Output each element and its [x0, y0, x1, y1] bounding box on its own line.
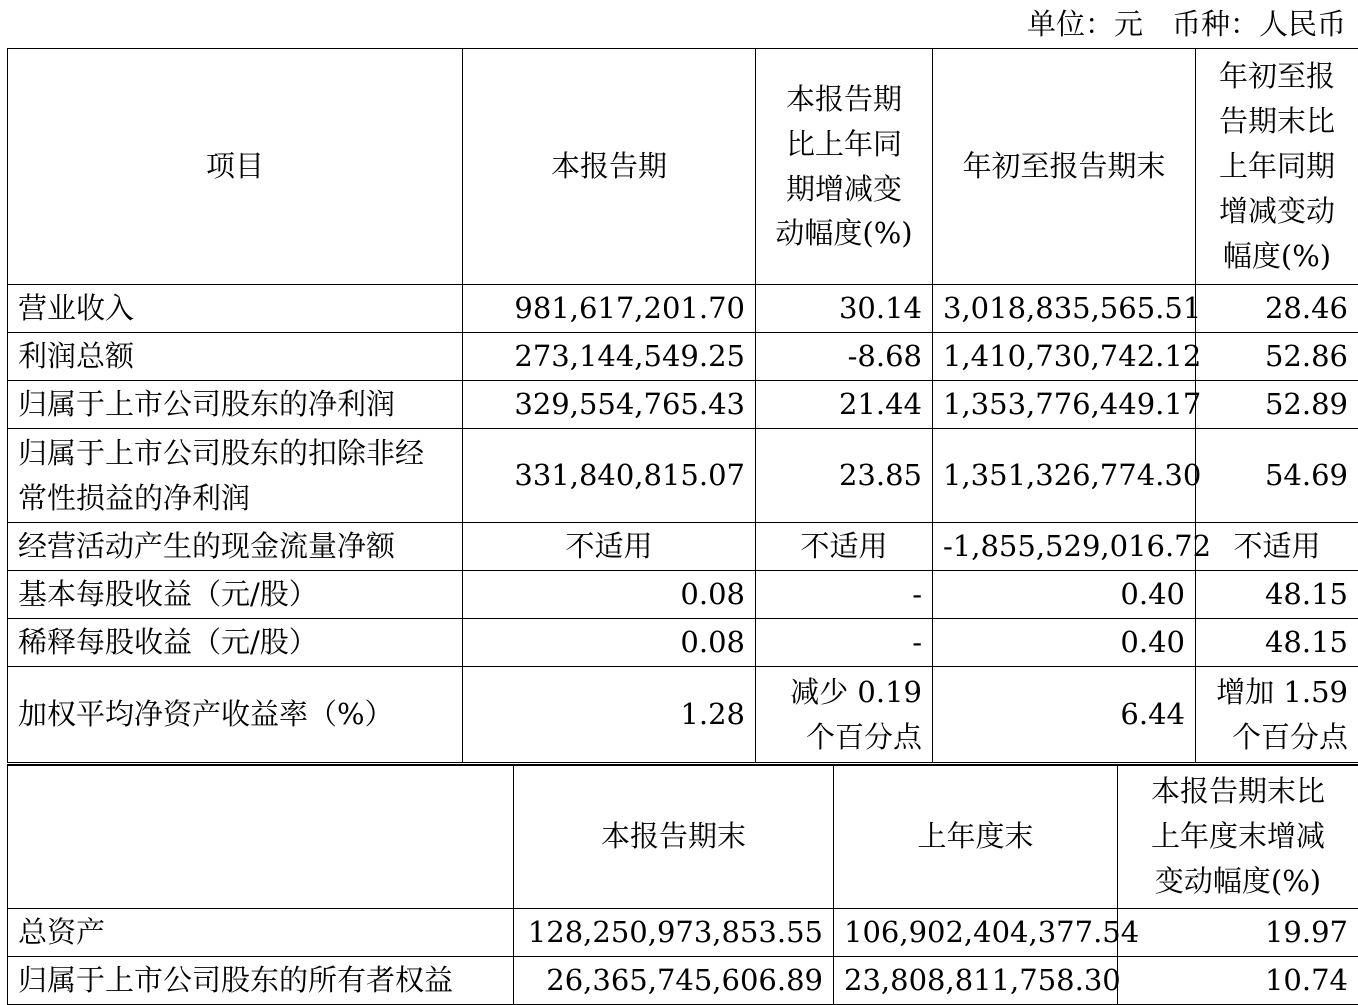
header-item: 项目 [8, 49, 463, 285]
row-ytd-yoy: 54.69 [1196, 429, 1358, 523]
header-ytd: 年初至报告期末 [933, 49, 1196, 285]
header-change: 本报告期末比 上年度末增减 变动幅度(%) [1118, 765, 1358, 908]
row-ytd-yoy: 52.86 [1196, 333, 1358, 381]
table-row [8, 381, 1358, 429]
table-row [8, 619, 1358, 667]
table-header-row [8, 765, 1358, 908]
row-item: 利润总额 [8, 333, 463, 381]
row-current: 1.28 [463, 667, 756, 763]
table-row [8, 523, 1358, 571]
row-current-yoy: -8.68 [756, 333, 933, 381]
row-prior-year-end: 23,808,811,758.30 [834, 956, 1118, 1004]
row-current-yoy: 不适用 [756, 523, 933, 571]
row-item: 经营活动产生的现金流量净额 [8, 523, 463, 571]
key-financials-table [7, 48, 1358, 763]
row-ytd-yoy: 48.15 [1196, 571, 1358, 619]
table-row [8, 285, 1358, 333]
row-item: 总资产 [8, 908, 514, 956]
row-ytd-yoy: 52.89 [1196, 381, 1358, 429]
balance-sheet-table [7, 764, 1358, 1005]
row-ytd: -1,855,529,016.72 [933, 523, 1196, 571]
row-item: 归属于上市公司股东的扣除非经常性损益的净利润 [8, 429, 463, 523]
row-current: 981,617,201.70 [463, 285, 756, 333]
header-item [8, 765, 514, 908]
row-item: 稀释每股收益（元/股） [8, 619, 463, 667]
row-current: 273,144,549.25 [463, 333, 756, 381]
table-row [8, 956, 1358, 1004]
row-ytd: 0.40 [933, 571, 1196, 619]
table-row [8, 429, 1358, 523]
header-current-period: 本报告期 [463, 49, 756, 285]
row-current-yoy: 减少 0.19 个百分点 [756, 667, 933, 763]
row-ytd-yoy: 28.46 [1196, 285, 1358, 333]
row-item: 归属于上市公司股东的净利润 [8, 381, 463, 429]
row-ytd: 1,410,730,742.12 [933, 333, 1196, 381]
header-ytd-yoy: 年初至报 告期末比 上年同期 增减变动 幅度(%) [1196, 49, 1358, 285]
row-current-yoy: - [756, 571, 933, 619]
row-current: 0.08 [463, 571, 756, 619]
row-ytd: 1,351,326,774.30 [933, 429, 1196, 523]
row-current-yoy: - [756, 619, 933, 667]
row-current: 331,840,815.07 [463, 429, 756, 523]
header-period-end: 本报告期末 [514, 765, 834, 908]
row-ytd: 3,018,835,565.51 [933, 285, 1196, 333]
row-item: 基本每股收益（元/股） [8, 571, 463, 619]
header-prior-year-end: 上年度末 [834, 765, 1118, 908]
row-ytd-yoy: 48.15 [1196, 619, 1358, 667]
unit-currency-note: 单位：元 币种：人民币 [1026, 7, 1346, 41]
row-period-end: 26,365,745,606.89 [514, 956, 834, 1004]
row-item: 归属于上市公司股东的所有者权益 [8, 956, 514, 1004]
row-current: 329,554,765.43 [463, 381, 756, 429]
row-item: 加权平均净资产收益率（%） [8, 667, 463, 763]
table-row [8, 667, 1358, 763]
row-prior-year-end: 106,902,404,377.54 [834, 908, 1118, 956]
row-current: 0.08 [463, 619, 756, 667]
row-ytd-yoy: 不适用 [1196, 523, 1358, 571]
row-current-yoy: 21.44 [756, 381, 933, 429]
row-ytd-yoy: 增加 1.59 个百分点 [1196, 667, 1358, 763]
row-item: 营业收入 [8, 285, 463, 333]
row-change: 10.74 [1118, 956, 1358, 1004]
row-current-yoy: 30.14 [756, 285, 933, 333]
row-ytd: 1,353,776,449.17 [933, 381, 1196, 429]
header-current-yoy: 本报告期 比上年同 期增减变 动幅度(%) [756, 49, 933, 285]
row-period-end: 128,250,973,853.55 [514, 908, 834, 956]
row-change: 19.97 [1118, 908, 1358, 956]
table-header-row [8, 49, 1358, 285]
row-ytd: 0.40 [933, 619, 1196, 667]
row-current: 不适用 [463, 523, 756, 571]
table-row [8, 333, 1358, 381]
row-ytd: 6.44 [933, 667, 1196, 763]
table-row [8, 908, 1358, 956]
table-row [8, 571, 1358, 619]
row-current-yoy: 23.85 [756, 429, 933, 523]
